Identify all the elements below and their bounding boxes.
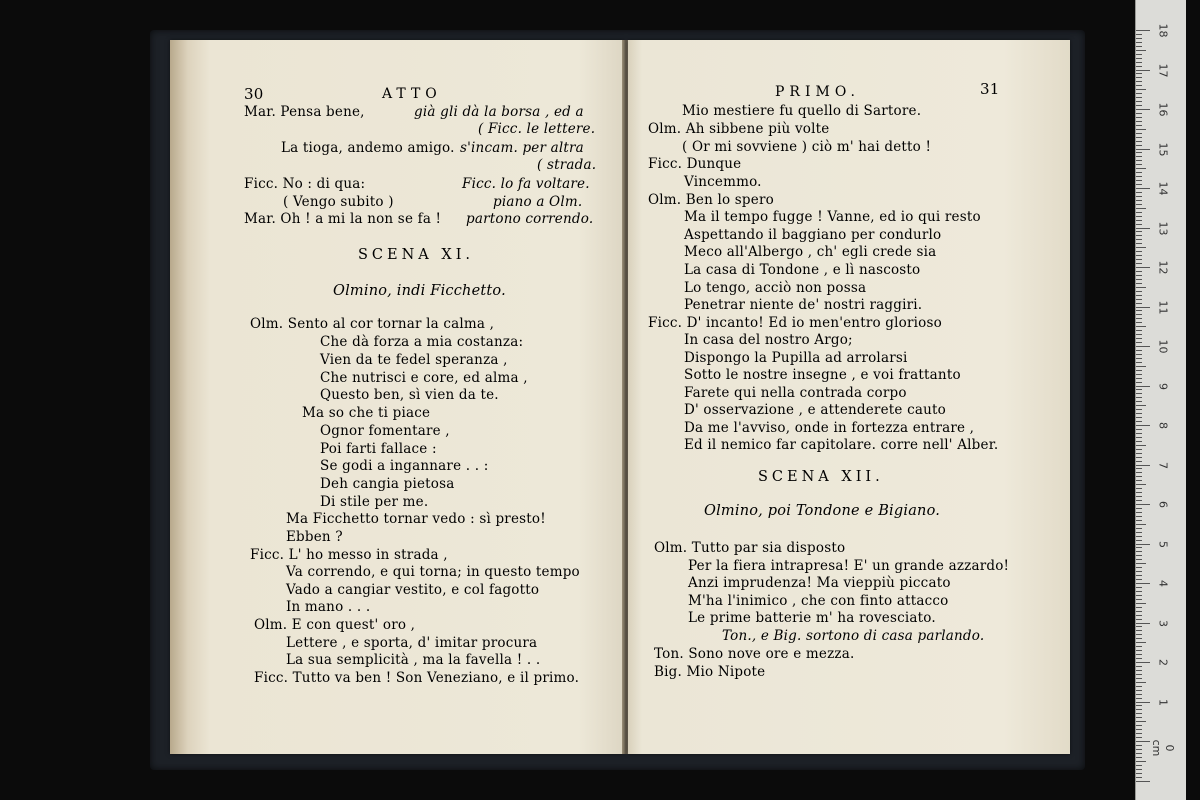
ruler-tick	[1136, 145, 1142, 146]
ruler-tick	[1136, 626, 1142, 627]
ruler-tick	[1136, 445, 1146, 446]
right-body-16: Farete qui nella contrada corpo	[684, 385, 907, 401]
right-body2-3: M'ha l'inimico , che con finto attacco	[688, 593, 949, 609]
ruler-tick	[1136, 702, 1150, 703]
ruler-tick	[1136, 646, 1142, 647]
ruler-tick	[1136, 168, 1146, 169]
ruler-tick	[1136, 291, 1142, 292]
ruler-tick	[1136, 70, 1150, 71]
ruler-tick	[1136, 678, 1142, 679]
left-line-b-2: s'incam. per altra	[460, 140, 584, 156]
ruler-number: 1	[1156, 698, 1170, 706]
ruler-tick	[1136, 417, 1142, 418]
ruler-tick	[1136, 152, 1142, 153]
ruler-tick	[1136, 472, 1142, 473]
ruler-tick	[1136, 457, 1142, 458]
ruler-tick	[1136, 334, 1142, 335]
ruler-tick	[1136, 342, 1142, 343]
ruler-tick	[1136, 555, 1142, 556]
right-page-number: 31	[980, 80, 1000, 98]
ruler-tick	[1136, 512, 1142, 513]
ruler-tick	[1136, 263, 1142, 264]
ruler-tick	[1136, 737, 1142, 738]
ruler-tick	[1136, 662, 1150, 663]
ruler-tick	[1136, 275, 1142, 276]
ruler-tick	[1136, 516, 1142, 517]
ruler-tick	[1136, 607, 1142, 608]
ruler-tick	[1136, 721, 1146, 722]
ruler-tick	[1136, 453, 1142, 454]
ruler-tick	[1136, 650, 1142, 651]
ruler-tick	[1136, 595, 1142, 596]
ruler-tick	[1136, 101, 1142, 102]
left-line-b-4: Ficc. lo fa voltare.	[462, 176, 590, 192]
ruler-tick	[1136, 476, 1142, 477]
ruler-tick	[1136, 393, 1142, 394]
ruler-tick	[1136, 121, 1142, 122]
ruler-tick	[1136, 326, 1146, 327]
ruler-tick	[1136, 239, 1142, 240]
left-body-14: Va correndo, e qui torna; in questo tempo	[286, 564, 580, 580]
ruler-tick	[1136, 255, 1142, 256]
ruler-tick	[1136, 216, 1142, 217]
ruler-tick	[1136, 46, 1142, 47]
right-body-2: ( Or mi sovviene ) ciò m' hai detto !	[682, 139, 932, 155]
ruler-tick	[1136, 488, 1142, 489]
right-body2-5: Ton., e Big. sortono di casa parlando.	[722, 628, 985, 644]
ruler-tick	[1136, 117, 1142, 118]
ruler-number: 16	[1156, 102, 1170, 117]
ruler-tick	[1136, 745, 1142, 746]
ruler-tick	[1136, 307, 1150, 308]
right-body-7: Aspettando il baggiano per condurlo	[684, 227, 942, 243]
ruler-tick	[1136, 374, 1142, 375]
left-line-a-2: La tioga, andemo amigo.	[281, 140, 455, 156]
ruler-tick	[1136, 532, 1142, 533]
left-body-4: Questo ben, sì vien da te.	[320, 387, 499, 403]
right-body-14: Dispongo la Pupilla ad arrolarsi	[684, 350, 908, 366]
ruler-tick	[1136, 536, 1142, 537]
scene-11-title: SCENA XI.	[358, 247, 475, 263]
ruler-tick	[1136, 413, 1142, 414]
ruler-tick	[1136, 113, 1142, 114]
right-body2-7: Big. Mio Nipote	[654, 664, 766, 680]
ruler-tick	[1136, 133, 1142, 134]
left-body-12: Ebben ?	[286, 529, 343, 545]
ruler-tick	[1136, 370, 1142, 371]
ruler-tick	[1136, 571, 1142, 572]
ruler-tick	[1136, 93, 1142, 94]
ruler-tick	[1136, 310, 1142, 311]
ruler-tick	[1136, 437, 1142, 438]
ruler-tick	[1136, 658, 1142, 659]
left-body-5: Ma so che ti piace	[302, 405, 431, 421]
ruler-tick	[1136, 141, 1142, 142]
ruler-tick	[1136, 433, 1142, 434]
right-body2-0: Olm. Tutto par sia disposto	[654, 540, 846, 556]
ruler-tick	[1136, 271, 1142, 272]
ruler-tick	[1136, 583, 1150, 584]
ruler-tick	[1136, 287, 1146, 288]
left-body-2: Vien da te fedel speranza ,	[320, 352, 508, 368]
ruler-tick	[1136, 480, 1142, 481]
ruler-tick	[1136, 303, 1142, 304]
ruler-tick	[1136, 421, 1142, 422]
ruler-tick	[1136, 212, 1142, 213]
left-page-number: 30	[244, 85, 264, 103]
left-line-a-4: Ficc. No : di qua:	[244, 176, 366, 192]
ruler-tick	[1136, 705, 1142, 706]
left-body-10: Di stile per me.	[320, 494, 429, 510]
ruler-tick	[1136, 524, 1146, 525]
right-body2-6: Ton. Sono nove ore e mezza.	[654, 646, 855, 662]
ruler-tick	[1136, 591, 1142, 592]
ruler-tick	[1136, 603, 1146, 604]
ruler-tick	[1136, 50, 1146, 51]
ruler-tick	[1136, 686, 1142, 687]
ruler-tick	[1136, 243, 1142, 244]
ruler-tick	[1136, 267, 1150, 268]
ruler-tick	[1136, 496, 1142, 497]
right-running-head: PRIMO.	[775, 84, 860, 100]
ruler-tick	[1136, 386, 1150, 387]
ruler-number: 0 cm	[1150, 739, 1176, 757]
ruler-tick	[1136, 551, 1142, 552]
ruler-tick	[1136, 247, 1146, 248]
ruler-tick	[1136, 753, 1142, 754]
ruler-tick	[1136, 765, 1142, 766]
ruler-tick	[1136, 89, 1146, 90]
ruler-number: 4	[1156, 580, 1170, 587]
ruler-tick	[1136, 85, 1142, 86]
ruler-tick	[1136, 378, 1142, 379]
ruler-tick	[1136, 164, 1142, 165]
ruler-number: 11	[1156, 300, 1170, 314]
ruler-tick	[1136, 73, 1142, 74]
ruler-tick	[1136, 757, 1142, 758]
right-body2-1: Per la fiera intrapresa! E' un grande azzardo!	[688, 558, 1010, 574]
ruler-tick	[1136, 611, 1142, 612]
ruler-tick	[1136, 81, 1142, 82]
ruler-tick	[1136, 34, 1142, 35]
ruler-tick	[1136, 299, 1142, 300]
ruler-tick	[1136, 358, 1142, 359]
left-body-20: Ficc. Tutto va ben ! Son Veneziano, e il primo.	[254, 670, 580, 686]
ruler-tick	[1136, 228, 1150, 229]
ruler-number: 18	[1156, 23, 1170, 38]
ruler-tick	[1136, 180, 1142, 181]
ruler-tick	[1136, 575, 1142, 576]
ruler-tick	[1136, 623, 1150, 624]
ruler-number: 14	[1156, 181, 1170, 196]
ruler-tick	[1136, 42, 1142, 43]
ruler-number: 17	[1156, 63, 1170, 77]
ruler-tick	[1136, 77, 1142, 78]
ruler-tick	[1136, 713, 1142, 714]
ruler-tick	[1136, 354, 1142, 355]
left-line-b-3: ( strada.	[537, 157, 597, 173]
right-body-15: Sotto le nostre insegne , e voi frattanto	[684, 367, 961, 383]
ruler-tick	[1136, 666, 1142, 667]
ruler-tick	[1136, 283, 1142, 284]
ruler-tick	[1136, 137, 1142, 138]
ruler-tick	[1136, 204, 1142, 205]
ruler-tick	[1136, 346, 1150, 347]
ruler-tick	[1136, 409, 1142, 410]
ruler-tick	[1136, 160, 1142, 161]
ruler-tick	[1136, 362, 1142, 363]
ruler-tick	[1136, 235, 1142, 236]
right-body-6: Ma il tempo fugge ! Vanne, ed io qui resto	[684, 209, 981, 225]
ruler-tick	[1136, 694, 1142, 695]
left-line-b-1: ( Ficc. le lettere.	[478, 121, 596, 137]
ruler-tick	[1136, 149, 1150, 150]
ruler-tick	[1136, 749, 1142, 750]
ruler-number: 6	[1156, 501, 1170, 508]
ruler-tick	[1136, 492, 1142, 493]
ruler-tick	[1136, 58, 1142, 59]
left-body-8: Se godi a ingannare . . :	[320, 458, 489, 474]
ruler-tick	[1136, 781, 1150, 782]
left-body-15: Vado a cangiar vestito, e col fagotto	[286, 582, 540, 598]
ruler-number: 10	[1156, 339, 1170, 354]
right-body-17: D' osservazione , e attenderete cauto	[684, 402, 946, 418]
left-body-18: Lettere , e sporta, d' imitar procura	[286, 635, 538, 651]
ruler-tick	[1136, 196, 1142, 197]
left-line-a-5: ( Vengo subito )	[283, 194, 394, 210]
ruler-tick	[1136, 156, 1142, 157]
ruler-number: 3	[1156, 619, 1170, 627]
right-body-19: Ed il nemico far capitolare. corre nell' Alber.	[684, 437, 999, 453]
ruler-tick	[1136, 504, 1150, 505]
left-body-19: La sua semplicità , ma la favella ! . .	[286, 652, 541, 668]
left-body-7: Poi farti fallace :	[320, 441, 437, 457]
ruler-tick	[1136, 188, 1150, 189]
ruler-number: 2	[1156, 659, 1170, 666]
ruler-number: 5	[1156, 540, 1170, 548]
ruler-tick	[1136, 615, 1142, 616]
ruler-tick	[1136, 129, 1146, 130]
scene-12-characters: Olmino, poi Tondone e Bigiano.	[704, 503, 941, 519]
left-body-6: Ognor fomentare ,	[320, 423, 450, 439]
right-body-3: Ficc. Dunque	[648, 156, 742, 172]
ruler-tick	[1136, 109, 1150, 110]
left-body-3: Che nutrisci e core, ed alma ,	[320, 370, 528, 386]
ruler-tick	[1136, 279, 1142, 280]
right-body2-4: Le prime batterie m' ha rovesciato.	[688, 610, 936, 626]
ruler-tick	[1136, 547, 1142, 548]
ruler-tick	[1136, 200, 1142, 201]
ruler-tick	[1136, 630, 1142, 631]
left-body-0: Olm. Sento al cor tornar la calma ,	[250, 316, 495, 332]
ruler-tick	[1136, 397, 1142, 398]
ruler-tick	[1136, 465, 1150, 466]
ruler-tick	[1136, 508, 1142, 509]
ruler-tick	[1136, 540, 1142, 541]
scale-ruler	[1135, 0, 1186, 800]
ruler-tick	[1136, 773, 1142, 774]
ruler-tick	[1136, 733, 1142, 734]
ruler-tick	[1136, 449, 1142, 450]
right-body-13: In casa del nostro Argo;	[684, 332, 853, 348]
ruler-tick	[1136, 634, 1142, 635]
left-body-9: Deh cangia pietosa	[320, 476, 455, 492]
left-line-a-0: Mar. Pensa bene,	[244, 104, 365, 120]
ruler-tick	[1136, 579, 1142, 580]
left-line-b-6: partono correndo.	[466, 211, 594, 227]
ruler-tick	[1136, 425, 1150, 426]
ruler-number: 12	[1156, 260, 1170, 275]
ruler-tick	[1136, 184, 1142, 185]
ruler-tick	[1136, 231, 1142, 232]
ruler-tick	[1136, 330, 1142, 331]
left-body-17: Olm. E con quest' oro ,	[254, 617, 416, 633]
ruler-tick	[1136, 322, 1142, 323]
ruler-tick	[1136, 224, 1142, 225]
left-body-1: Che dà forza a mia costanza:	[320, 334, 524, 350]
right-body-0: Mio mestiere fu quello di Sartore.	[682, 103, 922, 119]
ruler-tick	[1136, 619, 1142, 620]
ruler-tick	[1136, 599, 1142, 600]
right-body-1: Olm. Ah sibbene più volte	[648, 121, 830, 137]
ruler-tick	[1136, 670, 1142, 671]
ruler-tick	[1136, 528, 1142, 529]
right-body-10: Lo tengo, acciò non possa	[684, 280, 867, 296]
ruler-tick	[1136, 259, 1142, 260]
ruler-tick	[1136, 105, 1142, 106]
ruler-tick	[1136, 338, 1142, 339]
ruler-tick	[1136, 295, 1142, 296]
ruler-tick	[1136, 30, 1150, 31]
ruler-tick	[1136, 563, 1146, 564]
right-body-12: Ficc. D' incanto! Ed io men'entro glorioso	[648, 315, 942, 331]
ruler-tick	[1136, 125, 1142, 126]
ruler-tick	[1136, 761, 1146, 762]
ruler-tick	[1136, 62, 1142, 63]
left-line-a-6: Mar. Oh ! a mi la non se fa !	[244, 211, 442, 227]
ruler-tick	[1136, 638, 1142, 639]
left-body-16: In mano . . .	[286, 599, 371, 615]
ruler-tick	[1136, 405, 1146, 406]
ruler-tick	[1136, 725, 1142, 726]
ruler-tick	[1136, 220, 1142, 221]
ruler-tick	[1136, 682, 1146, 683]
ruler-number: 9	[1156, 382, 1170, 390]
ruler-tick	[1136, 709, 1142, 710]
ruler-tick	[1136, 717, 1142, 718]
ruler-tick	[1136, 318, 1142, 319]
ruler-tick	[1136, 642, 1146, 643]
right-body-4: Vincemmo.	[684, 174, 762, 190]
ruler-tick	[1136, 192, 1142, 193]
ruler-tick	[1136, 54, 1142, 55]
ruler-tick	[1136, 468, 1142, 469]
ruler-tick	[1136, 441, 1142, 442]
ruler-tick	[1136, 500, 1142, 501]
left-running-head: ATTO	[382, 86, 442, 102]
ruler-tick	[1136, 729, 1142, 730]
ruler-tick	[1136, 314, 1142, 315]
ruler-tick	[1136, 176, 1142, 177]
ruler-tick	[1136, 769, 1142, 770]
ruler-tick	[1136, 777, 1142, 778]
ruler-tick	[1136, 698, 1142, 699]
right-body2-2: Anzi imprudenza! Ma vieppiù piccato	[688, 575, 951, 591]
ruler-number: 13	[1156, 221, 1170, 235]
right-body-5: Olm. Ben lo spero	[648, 192, 774, 208]
ruler-tick	[1136, 389, 1142, 390]
ruler-tick	[1136, 484, 1146, 485]
ruler-number: 15	[1156, 142, 1170, 156]
right-body-11: Penetrar niente de' nostri raggiri.	[684, 297, 923, 313]
ruler-tick	[1136, 587, 1142, 588]
left-line-b-0: già gli dà la borsa , ed a	[414, 104, 584, 120]
ruler-tick	[1136, 674, 1142, 675]
left-body-11: Ma Ficchetto tornar vedo : sì presto!	[286, 511, 546, 527]
ruler-tick	[1136, 366, 1146, 367]
ruler-tick	[1136, 97, 1142, 98]
ruler-tick	[1136, 559, 1142, 560]
ruler-tick	[1136, 520, 1142, 521]
ruler-number: 8	[1156, 422, 1170, 429]
ruler-tick	[1136, 208, 1146, 209]
ruler-tick	[1136, 251, 1142, 252]
ruler-tick	[1136, 172, 1142, 173]
ruler-tick	[1136, 461, 1142, 462]
ruler-tick	[1136, 544, 1150, 545]
scene-11-characters: Olmino, indi Ficchetto.	[333, 283, 506, 299]
ruler-tick	[1136, 690, 1142, 691]
left-line-b-5: piano a Olm.	[493, 194, 583, 210]
right-body-8: Meco all'Albergo , ch' egli crede sia	[684, 244, 937, 260]
ruler-tick	[1136, 38, 1142, 39]
ruler-tick	[1136, 567, 1142, 568]
ruler-tick	[1136, 66, 1142, 67]
ruler-tick	[1136, 654, 1142, 655]
right-body-9: La casa di Tondone , e lì nascosto	[684, 262, 921, 278]
ruler-tick	[1136, 741, 1150, 742]
scene-12-title: SCENA XII.	[758, 469, 884, 485]
ruler-tick	[1136, 350, 1142, 351]
ruler-number: 7	[1156, 461, 1170, 469]
left-body-13: Ficc. L' ho messo in strada ,	[250, 547, 448, 563]
right-body-18: Da me l'avviso, onde in fortezza entrare ,	[684, 420, 975, 436]
ruler-tick	[1136, 382, 1142, 383]
ruler-tick	[1136, 429, 1142, 430]
ruler-tick	[1136, 401, 1142, 402]
